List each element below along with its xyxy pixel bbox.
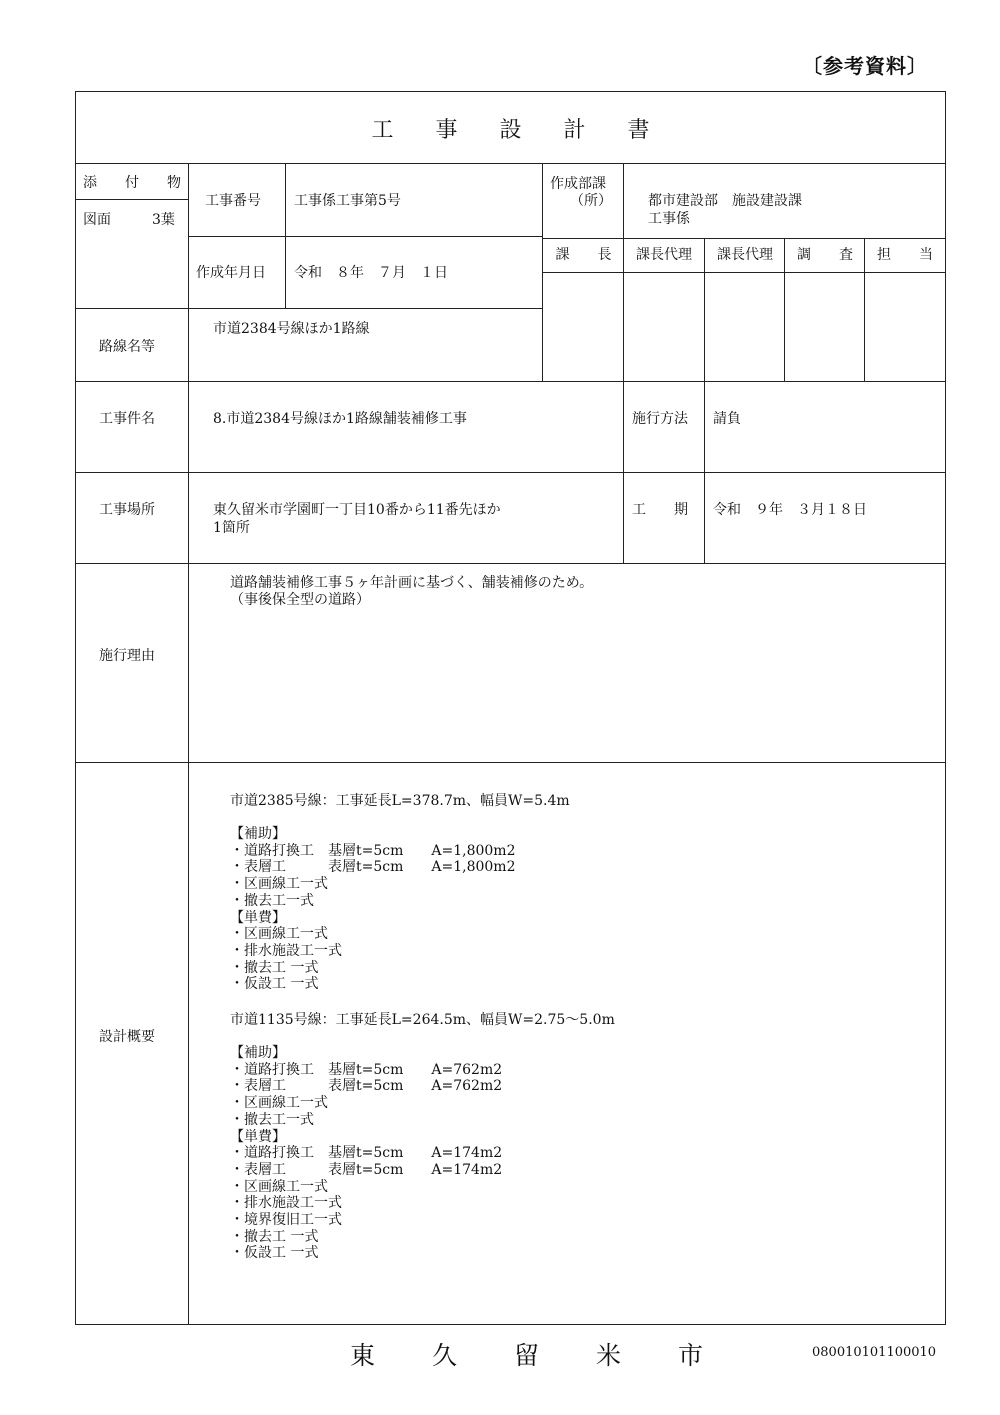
document-title: 工事設計書: [371, 118, 692, 143]
design-item: ・区画線工一式: [230, 876, 328, 893]
department-label: 作成部課: [550, 176, 606, 192]
design-item: ・撤去工一式: [230, 892, 314, 909]
design-summary-label: 設計概要: [99, 1029, 155, 1045]
approval-stamp-inspection[interactable]: [785, 273, 864, 381]
design-section-1-items: [230, 826, 515, 993]
construction-number-label: 工事番号: [205, 193, 261, 209]
design-item: ・表層工 表層t=5cm A=1,800m2: [230, 859, 516, 876]
design-item: ・撤去工 一式: [230, 1228, 319, 1245]
design-item: ・境界復旧工一式: [230, 1212, 342, 1229]
route-name-value: 市道2384号線ほか1路線: [213, 321, 370, 337]
design-item: 【補助】: [230, 1045, 286, 1061]
design-item: ・仮設工 一式: [230, 976, 319, 993]
approval-stamp-in-charge[interactable]: [865, 273, 945, 381]
approval-header-inspection: 調 査: [797, 247, 853, 263]
design-section-2-header: 市道1135号線：工事延長L=264.5m、幅員W=2.75～5.0m: [230, 1012, 615, 1028]
design-item: ・撤去工 一式: [230, 959, 319, 976]
design-section-2-items: [230, 1045, 502, 1262]
design-item: ・撤去工一式: [230, 1111, 314, 1128]
rule-number-bottom: [188, 236, 542, 237]
reason-line-2: （事後保全型の道路）: [230, 592, 370, 608]
design-item: 【単費】: [230, 909, 286, 926]
design-item: ・道路打換工 基層t=5cm A=762m2: [230, 1061, 503, 1078]
design-item: ・表層工 表層t=5cm A=762m2: [230, 1078, 503, 1095]
approval-stamp-section-chief[interactable]: [543, 273, 623, 381]
method-value: 請負: [713, 411, 741, 427]
rule-attachment-split: [75, 199, 188, 200]
rule-dept-bottom: [542, 238, 946, 239]
document-code: 080010101100010: [812, 1345, 937, 1360]
design-item: ・排水施設工一式: [230, 1195, 342, 1212]
construction-number-value: 工事係工事第5号: [294, 193, 401, 209]
location-label: 工事場所: [99, 502, 155, 518]
department-label-sub: （所）: [570, 193, 612, 209]
location-value: 東久留米市学園町一丁目10番から11番先ほか: [213, 502, 501, 518]
rule-method-label-right: [704, 381, 705, 563]
rule-label-column: [188, 163, 189, 1325]
design-section-1-header: 市道2385号線：工事延長L=378.7m、幅員W=5.4m: [230, 793, 570, 809]
rule-project-bottom: [75, 472, 946, 473]
attachment-label: 添 付 物: [83, 175, 181, 191]
drawings-count: 3葉: [152, 212, 175, 228]
method-label: 施行方法: [632, 411, 688, 427]
date-created-value: 令和 ８年 ７月 １日: [294, 265, 448, 281]
design-item: ・仮設工 一式: [230, 1245, 319, 1262]
design-item: ・道路打換工 基層t=5cm A=174m2: [230, 1145, 503, 1162]
design-item: ・区画線工一式: [230, 1178, 328, 1195]
design-item: ・道路打換工 基層t=5cm A=1,800m2: [230, 842, 516, 859]
design-item: ・区画線工一式: [230, 1095, 328, 1112]
period-value: 令和 ９年 ３月１８日: [713, 502, 867, 518]
project-name-value: 8.市道2384号線ほか1路線舗装補修工事: [213, 411, 467, 427]
department-value: 都市建設部 施設建設課: [648, 193, 802, 209]
rule-dept-value-column: [623, 163, 624, 238]
department-value-sub: 工事係: [648, 211, 690, 227]
approval-stamp-deputy-2[interactable]: [705, 273, 784, 381]
approval-header-in-charge: 担 当: [877, 247, 933, 263]
approval-header-section-chief: 課 長: [555, 247, 612, 263]
approval-header-deputy-2: 課長代理: [717, 247, 773, 263]
approval-stamp-deputy-1[interactable]: [624, 273, 704, 381]
rule-route-bottom: [75, 381, 946, 382]
reason-label: 施行理由: [99, 648, 155, 664]
rule-method-label-left: [623, 381, 624, 563]
rule-title-bottom: [75, 163, 946, 164]
project-name-label: 工事件名: [99, 411, 155, 427]
design-item: ・表層工 表層t=5cm A=174m2: [230, 1161, 503, 1178]
rule-reason-bottom: [75, 762, 946, 763]
approval-header-deputy-1: 課長代理: [636, 247, 692, 263]
design-item: ・区画線工一式: [230, 926, 328, 943]
drawings-label: 図面: [83, 212, 111, 228]
city-name: 東久留米市: [350, 1341, 761, 1370]
rule-number-column: [285, 163, 286, 308]
rule-date-bottom: [75, 308, 542, 309]
design-item: ・排水施設工一式: [230, 942, 342, 959]
reason-line-1: 道路舗装補修工事５ヶ年計画に基づく、舗装補修のため。: [230, 575, 594, 591]
period-label: 工 期: [632, 502, 688, 518]
reference-label: 〔参考資料〕: [802, 54, 928, 78]
design-item: 【補助】: [230, 826, 286, 842]
location-value-sub: 1箇所: [213, 520, 250, 536]
design-item: 【単費】: [230, 1128, 286, 1145]
route-name-label: 路線名等: [99, 339, 155, 355]
rule-location-bottom: [75, 563, 946, 564]
date-created-label: 作成年月日: [196, 265, 266, 281]
